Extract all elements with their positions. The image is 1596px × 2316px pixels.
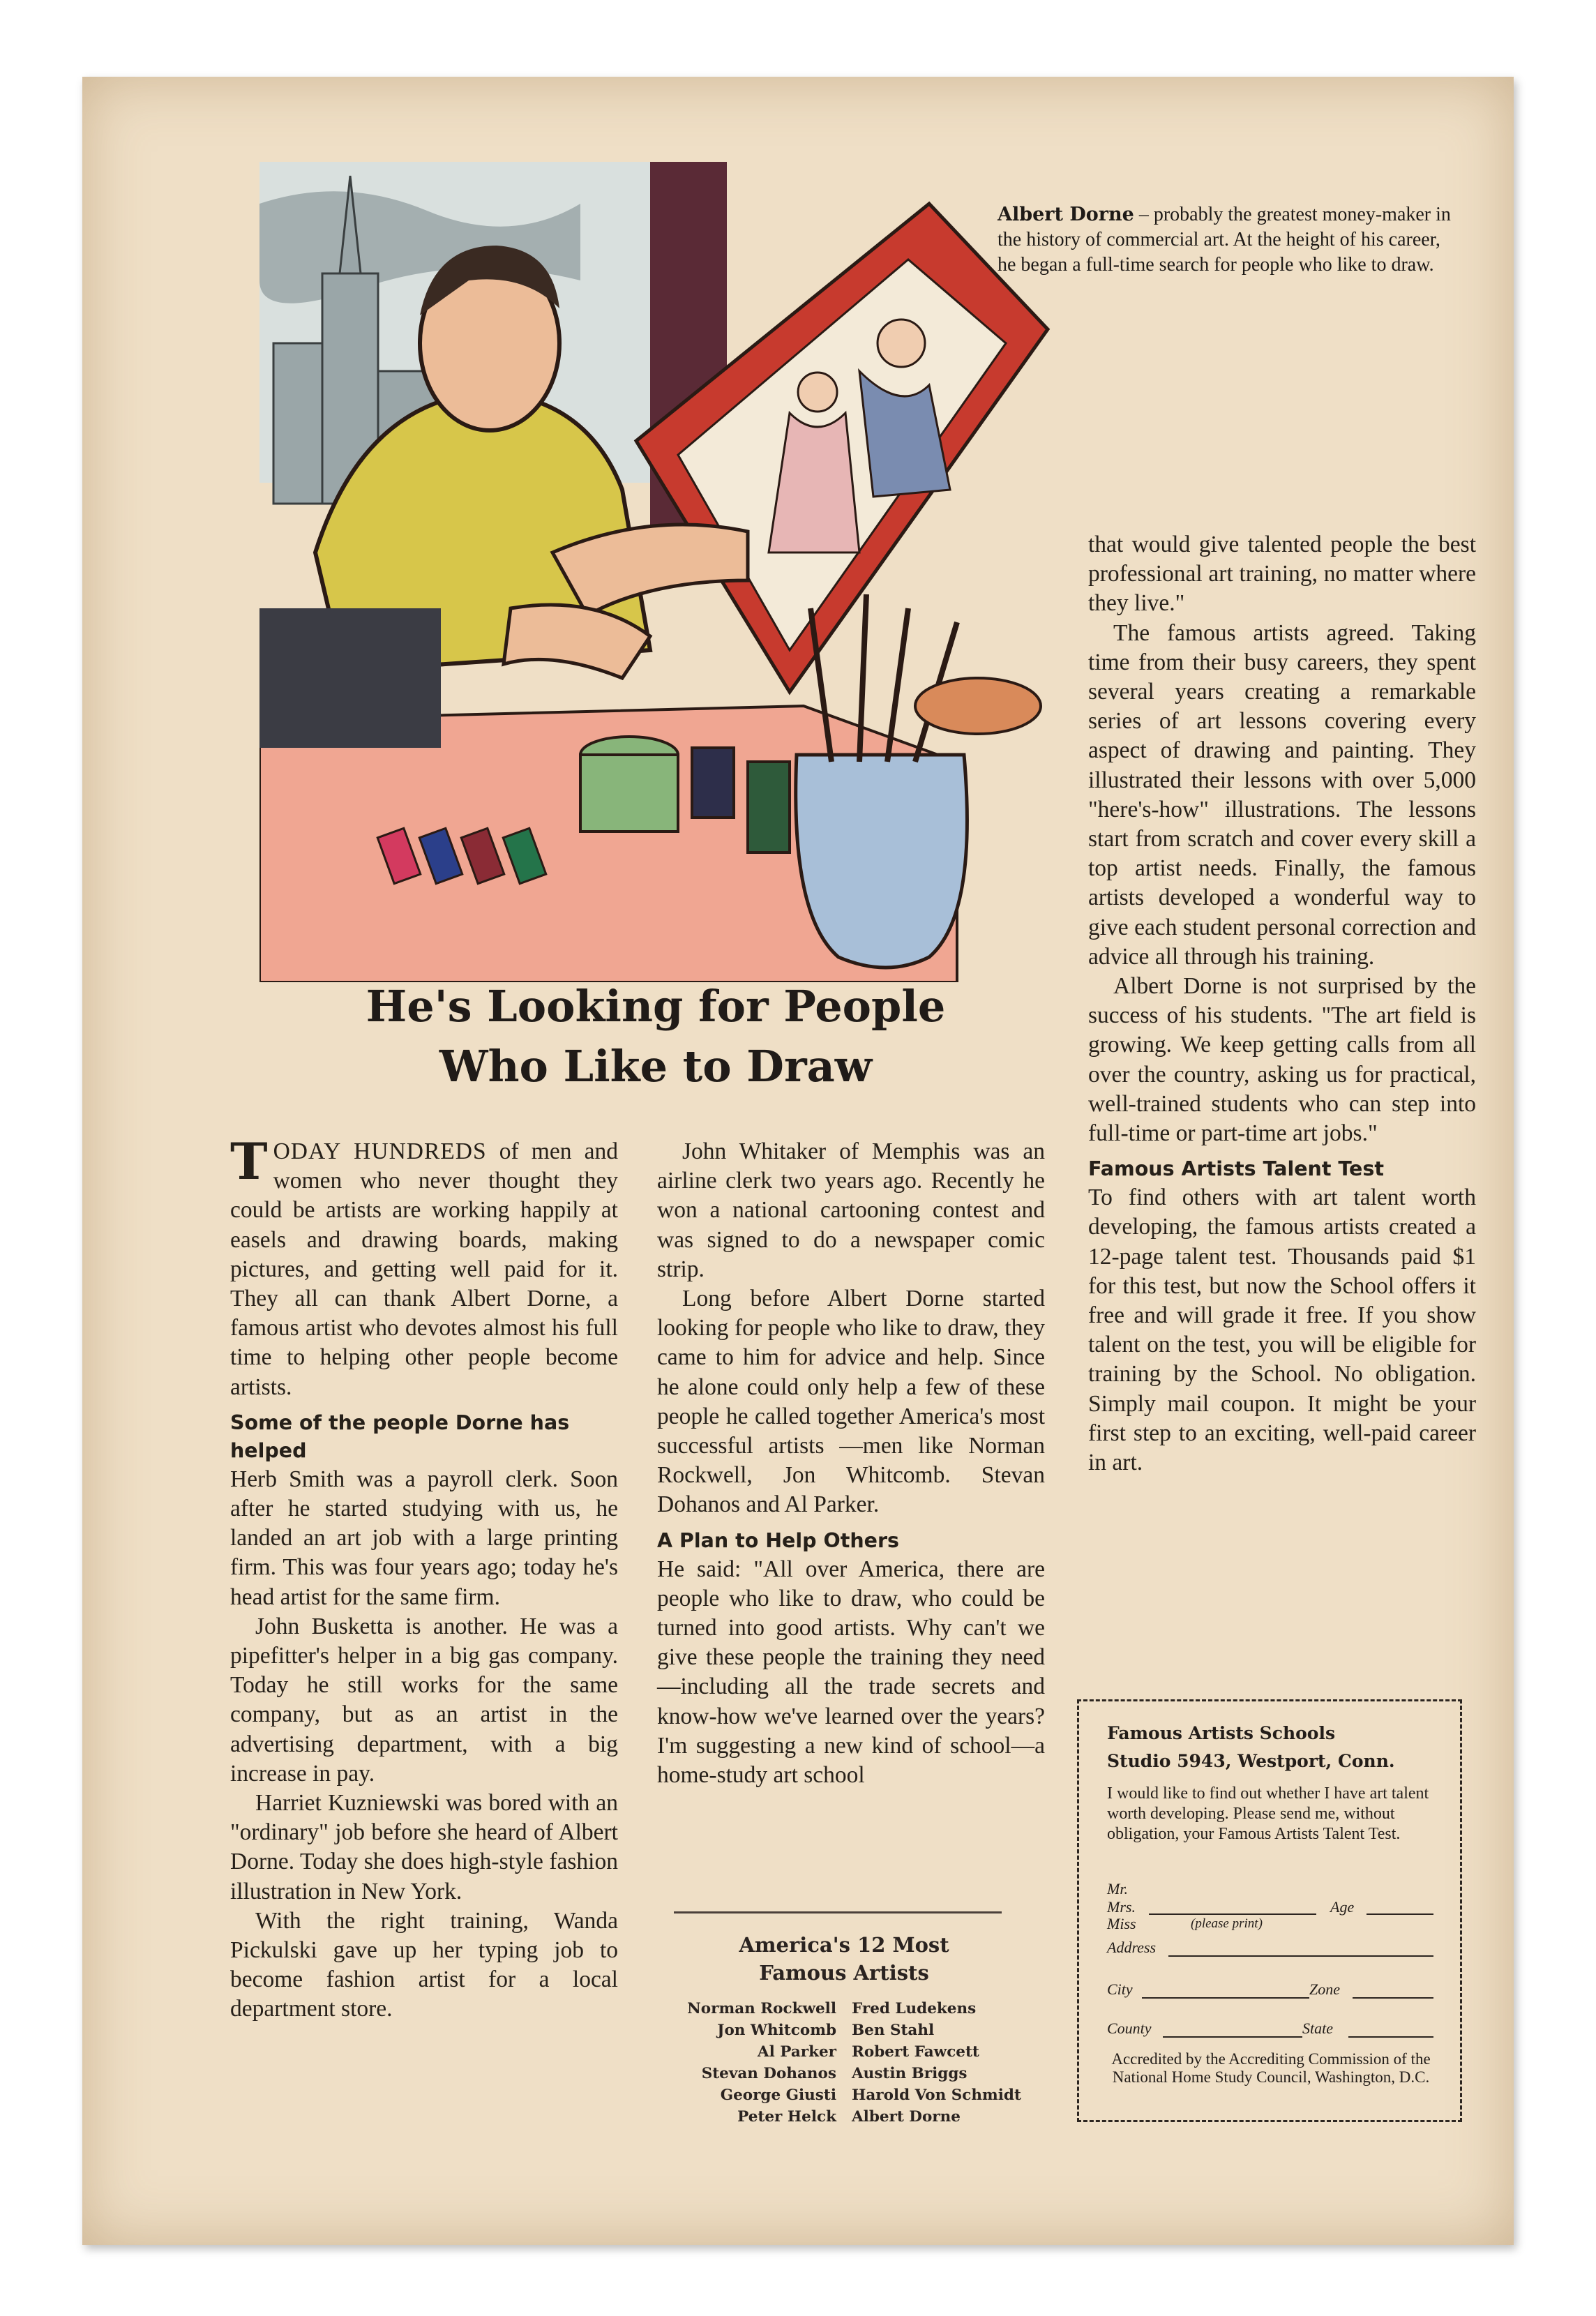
- column3-paragraph-4: To find others with art talent worth developing, the famous artists created a 12-page talent test. Thousands paid $1 for this test, but now the School offers it free and will grade it free. If you show talent on the test, you will be eligible for training by the School. No obligation. Simply mail coupon. It might be your first step to an exciting, well-paid career in art.: [1088, 1185, 1476, 1476]
- state-field[interactable]: [1348, 2036, 1433, 2038]
- coupon-body: I would like to find out whether I have art talent worth developing. Please send me, without obligation, your Famous Artists Talent Test.: [1107, 1784, 1429, 1843]
- headline: [272, 977, 1039, 1097]
- column3-paragraph-3: Albert Dorne is not surprised by the success of his students. "The art field is growing. We keep getting calls from all over the country, asking us for practical, well-trained students who can step into full-time or part-time art jobs.": [1088, 973, 1476, 1147]
- column1-paragraph-5: With the right training, Wanda Pickulski gave up her typing job to become fashion artist for a local department store.: [230, 1907, 618, 2022]
- miss-label: Miss: [1107, 1915, 1136, 1932]
- column3-paragraph-2: The famous artists agreed. Taking time from their busy careers, they spent several years creating a remarkable series of art lessons covering every aspect of drawing and painting. They illustrated their lessons with over 5,000 "here's-how" illustrations. The lessons start from scratch and cover every skill a top artist needs. Finally, the famous artists developed a wonderful way to give each student personal correction and advice all through his training.: [1088, 619, 1476, 970]
- zone-field[interactable]: [1353, 1997, 1433, 1999]
- artist-name: Peter Helck: [737, 2108, 836, 2126]
- artist-illustration: [259, 162, 1069, 982]
- artist-name: Fred Ludekens: [852, 2000, 977, 2017]
- column2-subhead: A Plan to Help Others: [657, 1528, 899, 1552]
- artist-name: Albert Dorne: [852, 2108, 961, 2126]
- mr-label: Mr.: [1107, 1880, 1128, 1897]
- artist-name: George Giusti: [720, 2086, 836, 2104]
- caption-text: – probably the greatest money-maker in the history of commercial art. At the height of his career, he began a full-time search for people who like to draw.: [998, 204, 1451, 276]
- artist-name: Robert Fawcett: [852, 2043, 979, 2061]
- please-print-note: (please print): [1191, 1916, 1263, 1931]
- artist-name: Norman Rockwell: [687, 2000, 836, 2017]
- county-field[interactable]: [1163, 2036, 1302, 2038]
- lead-smallcaps: ODAY HUNDREDS: [273, 1138, 487, 1164]
- drop-cap: T: [230, 1131, 268, 1191]
- accreditation-note: Accredited by the Accrediting Commission of the National Home Study Council, Washington, D.C.: [1111, 2050, 1431, 2086]
- name-field[interactable]: [1149, 1913, 1316, 1915]
- column1-paragraph-4: Harriet Kuzniewski was bored with an "ordinary" job before she heard of Albert Dorne. Today she does high-style fashion illustration in New York.: [230, 1790, 618, 1904]
- zone-label: Zone: [1309, 1980, 1340, 1998]
- artist-name: Harold Von Schmidt: [852, 2086, 1021, 2104]
- column3-paragraph-1: that would give talented people the best professional art training, no matter where they live.": [1088, 532, 1476, 617]
- address-label: Address: [1107, 1939, 1157, 1956]
- famous-artists-list: [642, 1931, 1046, 2128]
- mail-coupon[interactable]: [1077, 1699, 1462, 2122]
- age-label: Age: [1330, 1898, 1355, 1916]
- artist-name: Stevan Dohanos: [701, 2065, 836, 2082]
- age-field[interactable]: [1367, 1913, 1433, 1915]
- address-field[interactable]: [1168, 1955, 1433, 1957]
- artist-name: Al Parker: [757, 2043, 836, 2061]
- column1-paragraph-3: John Busketta is another. He was a pipefitter's helper in a big gas company. Today he still works for the same company, but as an artist in the advertising department, with a big increase in pay.: [230, 1613, 618, 1787]
- artist-name: Jon Whitcomb: [717, 2022, 836, 2039]
- column2-paragraph-3: He said: "All over America, there are people who like to draw, who could be turned into good artists. Why can't we give these people the training they need—including all the trade secrets and know-how we've learned over the years? I'm suggesting a new kind of school—a home-study art school: [657, 1556, 1045, 1789]
- artist-name: Austin Briggs: [852, 2065, 968, 2082]
- state-label: State: [1302, 2020, 1333, 2037]
- column1-subhead: Some of the people Dorne has helped: [230, 1411, 570, 1462]
- artist-name: Ben Stahl: [852, 2022, 935, 2039]
- column1-p1-text: of men and women who never thought they could be artists are working happily at easels and drawing boards, making pictures, and getting well paid for it. They all can thank Albert Dorne, a famous artist who devotes almost his full time to helping other people become artists.: [230, 1138, 619, 1400]
- column2-paragraph-2: Long before Albert Dorne started looking for people who like to draw, they came to him for advice and help. Since he alone could only help a few of these people he called together America's most successful artists —men like Norman Rockwell, Jon Whitcomb. Stevan Dohanos and Al Parker.: [657, 1286, 1045, 1518]
- caption-name: Albert Dorne: [998, 204, 1134, 225]
- county-label: County: [1107, 2020, 1152, 2037]
- article-column-1: [230, 1131, 619, 2024]
- column3-subhead: Famous Artists Talent Test: [1088, 1157, 1384, 1181]
- article-column-2: [657, 1137, 1045, 1790]
- coupon-school-name: Famous Artists Schools: [1107, 1723, 1336, 1743]
- coupon-studio-address: Studio 5943, Westport, Conn.: [1107, 1751, 1395, 1771]
- illustration-caption: [998, 202, 1458, 278]
- mrs-label: Mrs.: [1107, 1898, 1136, 1916]
- coupon-header: [1107, 1720, 1395, 1775]
- column1-paragraph-1: [230, 1131, 619, 1402]
- headline-line2: Who Like to Draw: [439, 1041, 873, 1092]
- column1-paragraph-2: Herb Smith was a payroll clerk. Soon after he started studying with us, he landed an art job with a large printing firm. This was four years ago; today he's head artist for the same firm.: [230, 1466, 618, 1610]
- city-label: City: [1107, 1980, 1133, 1998]
- artists-title-line2: Famous Artists: [759, 1961, 929, 1985]
- city-field[interactable]: [1142, 1997, 1309, 1999]
- divider-rule: [674, 1911, 1002, 1913]
- column2-paragraph-1: John Whitaker of Memphis was an airline clerk two years ago. Recently he won a national cartooning contest and was signed to do a newspaper comic strip.: [657, 1138, 1045, 1282]
- article-column-3: [1088, 530, 1476, 1477]
- artists-title-line1: America's 12 Most: [739, 1933, 949, 1957]
- headline-line1: He's Looking for People: [366, 981, 946, 1032]
